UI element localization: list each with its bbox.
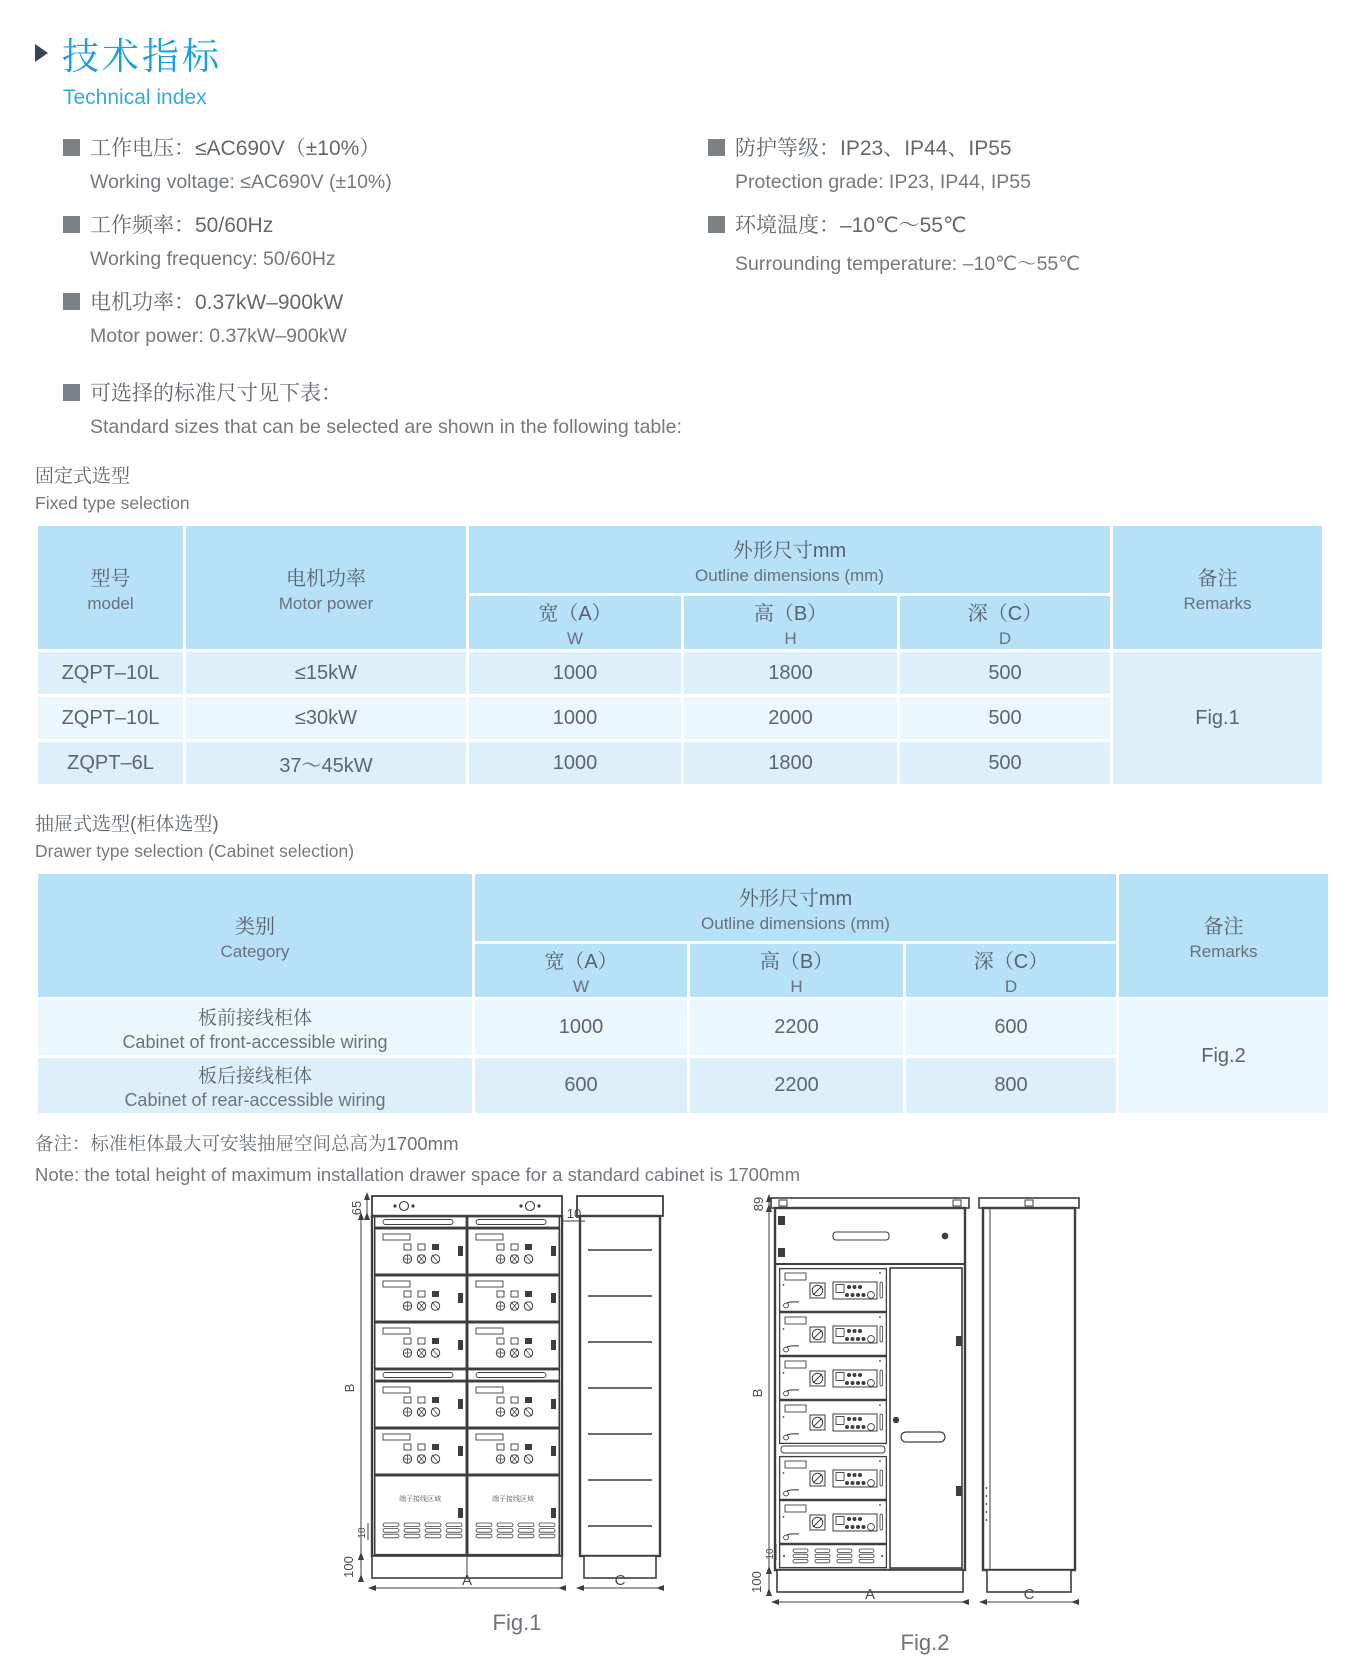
dim-C: C: [1023, 1586, 1035, 1603]
cell-power: 37～45kW: [185, 741, 468, 786]
cell-height: 2200: [689, 1057, 905, 1115]
figures-row: [327, 1188, 1322, 1656]
figure-2: [735, 1188, 1115, 1656]
spec-en-text: Working voltage: ≤AC690V (±10%): [90, 171, 392, 193]
dim-B: B: [750, 1388, 765, 1398]
spec-col-right: [708, 132, 1080, 363]
footnote-en: Note: the total height of maximum installation drawer space for a standard cabinet is 1700mm: [35, 1164, 801, 1185]
col-header-remarks: 备注 Remarks: [1112, 525, 1324, 651]
dim-A: A: [864, 1586, 876, 1603]
cell-height: 1800: [683, 651, 899, 696]
cell-width: 1000: [474, 999, 689, 1057]
cell-category: 板前接线柜体 Cabinet of front-accessible wiring: [37, 999, 474, 1057]
square-bullet-icon: [63, 139, 80, 156]
section-title-en: Fixed type selection: [35, 493, 190, 513]
square-bullet-icon: [708, 216, 725, 233]
table-row: [37, 999, 1330, 1057]
triangle-bullet-icon: [35, 44, 48, 62]
figure-1: [327, 1188, 707, 1656]
dim-10-vent: 10: [765, 1548, 776, 1560]
spec-zh-text: 防护等级：IP23、IP44、IP55: [735, 137, 1012, 160]
spec-zh-text: 工作电压：≤AC690V（±10%）: [90, 137, 381, 160]
section-title-en: Drawer type selection (Cabinet selection): [35, 841, 355, 861]
col-header-depth: 深（C） D: [899, 595, 1112, 651]
cell-model: ZQPT–6L: [37, 741, 185, 786]
cell-depth: 500: [899, 651, 1112, 696]
col-header-motor-power: 电机功率 Motor power: [185, 525, 468, 651]
dim-65: 65: [349, 1200, 364, 1216]
fig1-drawing: [327, 1188, 707, 1608]
cell-model: ZQPT–10L: [37, 651, 185, 696]
square-bullet-icon: [63, 216, 80, 233]
cell-depth: 500: [899, 741, 1112, 786]
dim-C: C: [614, 1572, 626, 1589]
spec-en-text: Surrounding temperature: –10℃～55℃: [735, 253, 1081, 275]
page-title: 技术指标: [62, 36, 222, 77]
col-header-model: 型号 model: [37, 525, 185, 651]
dim-10-vent: 10: [357, 1527, 368, 1539]
col-header-category: 类别 Category: [37, 873, 474, 999]
cell-height: 2200: [689, 999, 905, 1057]
cell-depth: 500: [899, 696, 1112, 741]
col-header-outline-dimensions: 外形尺寸mm Outline dimensions (mm): [468, 525, 1112, 595]
page-header: [35, 26, 1322, 110]
dim-100: 100: [749, 1571, 764, 1593]
drawer-type-table: [35, 871, 1331, 1116]
square-bullet-icon: [63, 384, 80, 401]
col-header-width: 宽（A） W: [474, 943, 689, 999]
fig1-caption: Fig.1: [492, 1610, 542, 1635]
fig2-side-view: [979, 1198, 1079, 1592]
spec-zh-text: 电机功率：0.37kW–900kW: [90, 291, 344, 314]
col-header-depth: 深（C） D: [905, 943, 1118, 999]
spec-ambient-temperature: [708, 209, 1080, 276]
fixed-section-label: [35, 461, 1322, 514]
terminal-label: 端子接线区域: [492, 1496, 534, 1503]
fig2-caption: Fig.2: [900, 1630, 950, 1655]
fig2-drawing: [735, 1188, 1115, 1628]
spec-motor-power: [63, 286, 708, 348]
cell-remark: Fig.1: [1112, 651, 1324, 786]
spec-en-text: Motor power: 0.37kW–900kW: [90, 325, 347, 347]
fig2-front-view: [771, 1198, 969, 1592]
spec-en-text: Working frequency: 50/60Hz: [90, 248, 336, 270]
footnote: [35, 1130, 1322, 1186]
cell-depth: 600: [905, 999, 1118, 1057]
spec-list: [63, 132, 1322, 363]
cell-category: 板后接线柜体 Cabinet of rear-accessible wiring: [37, 1057, 474, 1115]
dim-B: B: [342, 1383, 357, 1393]
fig1-front-view: [372, 1196, 562, 1578]
dim-89: 89: [751, 1196, 766, 1212]
spec-zh-text: 可选择的标准尺寸见下表：: [90, 382, 342, 405]
fixed-type-table: [35, 523, 1325, 787]
square-bullet-icon: [708, 139, 725, 156]
square-bullet-icon: [63, 293, 80, 310]
fig1-terminal-area: [375, 1476, 560, 1555]
col-header-height: 高（B） H: [683, 595, 899, 651]
spec-zh-text: 环境温度：–10℃～55℃: [735, 214, 967, 237]
page-subtitle: Technical index: [63, 86, 207, 109]
spec-col-left: [63, 132, 708, 363]
dim-100: 100: [341, 1556, 356, 1578]
drawer-section-label: [35, 809, 1322, 862]
spec-working-voltage: [63, 132, 708, 194]
spec-en-text: Standard sizes that can be selected are shown in the following table:: [90, 416, 682, 438]
cell-depth: 800: [905, 1057, 1118, 1115]
section-title-zh: 固定式选型: [35, 466, 131, 487]
dim-A: A: [461, 1572, 473, 1589]
col-header-height: 高（B） H: [689, 943, 905, 999]
cell-width: 1000: [468, 651, 683, 696]
fig1-side-view: [577, 1196, 663, 1578]
col-header-remarks: 备注 Remarks: [1118, 873, 1330, 999]
cell-height: 1800: [683, 741, 899, 786]
spec-standard-sizes: [63, 377, 1322, 439]
cell-width: 1000: [468, 696, 683, 741]
dim-10-top: 10: [566, 1206, 582, 1221]
section-title-zh: 抽屉式选型(柜体选型): [35, 814, 219, 835]
spec-zh-text: 工作频率：50/60Hz: [90, 214, 274, 237]
cell-power: ≤30kW: [185, 696, 468, 741]
spec-en-text: Protection grade: IP23, IP44, IP55: [735, 171, 1031, 193]
table-row: [37, 651, 1324, 696]
cell-power: ≤15kW: [185, 651, 468, 696]
cell-model: ZQPT–10L: [37, 696, 185, 741]
cell-height: 2000: [683, 696, 899, 741]
terminal-label: 端子接线区域: [399, 1496, 441, 1503]
spec-protection-grade: [708, 132, 1080, 194]
cell-width: 1000: [468, 741, 683, 786]
col-header-outline-dimensions: 外形尺寸mm Outline dimensions (mm): [474, 873, 1118, 943]
footnote-zh: 备注：标准柜体最大可安装抽屉空间总高为1700mm: [35, 1133, 459, 1154]
cell-remark: Fig.2: [1118, 999, 1330, 1115]
col-header-width: 宽（A） W: [468, 595, 683, 651]
spec-working-frequency: [63, 209, 708, 271]
cell-width: 600: [474, 1057, 689, 1115]
